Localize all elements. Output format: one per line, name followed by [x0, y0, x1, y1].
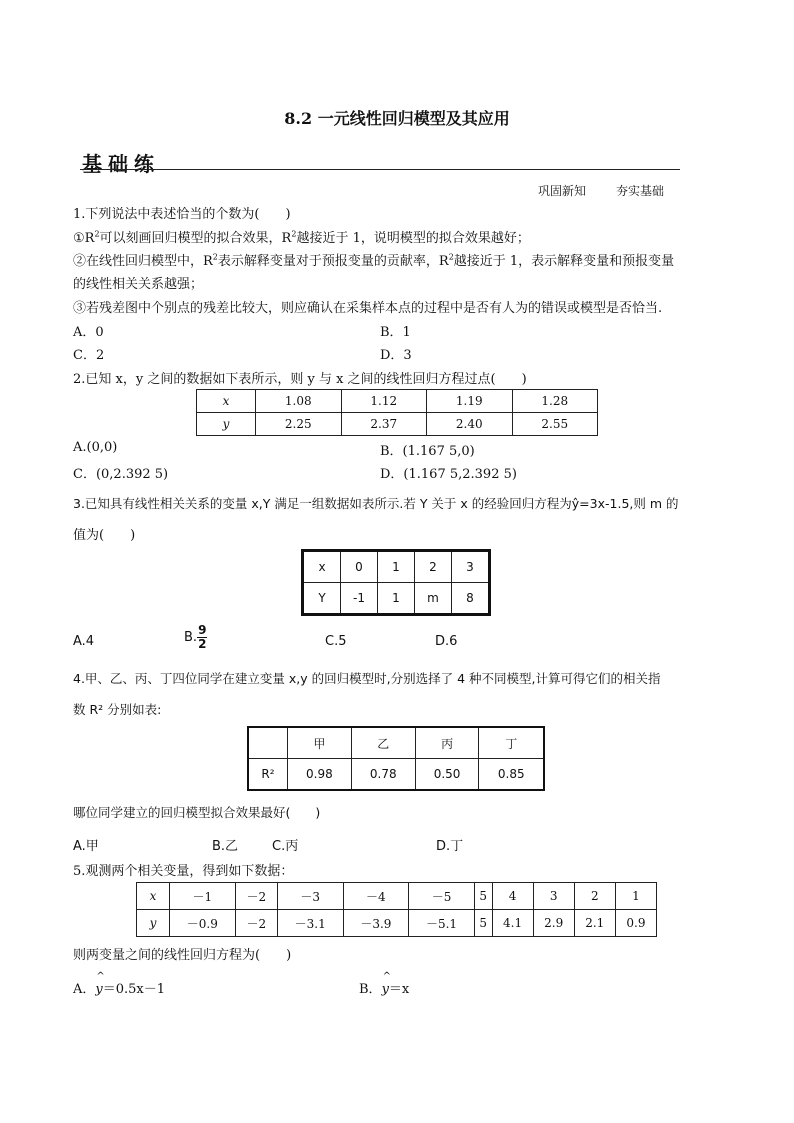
table-cell: 5 [474, 883, 492, 910]
table-cell: 甲 [288, 727, 352, 759]
table-cell: 0.9 [615, 910, 656, 937]
q2-option-a[interactable]: A.(0,0) [73, 440, 118, 455]
table-cell: x [197, 390, 256, 413]
q2-stem: 2.已知 x，y 之间的数据如下表所示，则 y 与 x 之间的线性回归方程过点( ) [73, 372, 527, 387]
table-cell: x [137, 883, 170, 910]
table-row [197, 390, 598, 413]
q4-option-b[interactable]: B.乙 [212, 839, 239, 854]
q1-option-d[interactable]: D．3 [380, 348, 412, 363]
q5-option-a-prefix: A． [73, 982, 96, 997]
table-cell: 1 [378, 583, 415, 615]
table-row [248, 727, 544, 759]
q1-s2-a: ②在线性回归模型中，R [73, 254, 213, 269]
tagline-2: 夯实基础 [616, 184, 665, 198]
table-row [303, 583, 490, 615]
table-cell: Y [303, 583, 341, 615]
q5-option-a-rest: ＝0.5x－1 [102, 982, 166, 997]
table-row [248, 759, 544, 791]
q4-question: 哪位同学建立的回归模型拟合效果最好( ) [73, 805, 321, 820]
table-cell: 0.98 [288, 759, 352, 791]
table-row [303, 551, 490, 583]
q5-option-a-yhat: ^ y [95, 982, 102, 997]
table-cell: R² [248, 759, 288, 791]
table-cell: 2.40 [427, 413, 513, 436]
q4-stem-line2: 数 R² 分别如表: [73, 702, 162, 717]
q1-sup: 2 [94, 229, 100, 239]
q1-s2-c: 越接近于 1，表示解释变量和预报变量 [453, 254, 675, 269]
fraction-denominator: 2 [198, 637, 207, 651]
table-cell [248, 727, 288, 759]
table-cell: －0.9 [170, 910, 236, 937]
table-row [137, 910, 657, 937]
table-cell: －5 [409, 883, 475, 910]
table-cell: 8 [452, 583, 490, 615]
q4-option-c[interactable]: C.丙 [272, 839, 299, 854]
fraction-numerator: 9 [198, 623, 207, 637]
table-cell: －1 [170, 883, 236, 910]
q3-option-b-label: B. [184, 630, 198, 645]
table-cell: 2 [415, 551, 452, 583]
q4-table [247, 726, 545, 791]
q5-option-b-prefix: B． [359, 982, 382, 997]
q3-option-b[interactable] [184, 624, 207, 651]
table-cell: 0 [341, 551, 378, 583]
q5-table [136, 882, 657, 937]
table-cell: 乙 [351, 727, 415, 759]
table-cell: 4.1 [492, 910, 533, 937]
table-cell: －3 [277, 883, 343, 910]
q2-option-c[interactable]: C．(0,2.392 5) [73, 467, 169, 482]
q1-option-a[interactable]: A．0 [73, 325, 104, 340]
table-cell: －2 [235, 910, 277, 937]
section-heading: 基础练 [82, 152, 160, 176]
table-cell: 2.25 [256, 413, 342, 436]
table-cell: 1 [615, 883, 656, 910]
section-tagline [538, 182, 694, 199]
table-cell: 丙 [415, 727, 479, 759]
q5-option-a[interactable] [73, 978, 165, 997]
table-cell: 4 [492, 883, 533, 910]
table-cell: －3.1 [277, 910, 343, 937]
page-title: 8.2 一元线性回归模型及其应用 [284, 109, 510, 128]
q3-stem-line1: 3.已知具有线性相关关系的变量 x,Y 满足一组数据如表所示.若 Y 关于 x 的经验回归方程为ŷ=3x-1.5,则 m 的 [73, 496, 679, 511]
q3-option-d[interactable]: D.6 [435, 634, 458, 649]
q1-option-c[interactable]: C．2 [73, 348, 105, 363]
table-cell: 丁 [479, 727, 544, 759]
q2-option-d[interactable]: D．(1.167 5,2.392 5) [380, 467, 517, 482]
table-cell: 2.55 [512, 413, 598, 436]
q5-stem: 5.观测两个相关变量，得到如下数据： [73, 864, 294, 879]
q1-sup: 2 [448, 252, 454, 262]
table-row [137, 883, 657, 910]
q2-table [196, 389, 598, 436]
q5-option-b-yhat: ^ y [382, 982, 389, 997]
table-cell: 2.37 [341, 413, 427, 436]
table-cell: －4 [343, 883, 409, 910]
q1-option-b[interactable]: B．1 [380, 325, 411, 340]
table-cell: -1 [341, 583, 378, 615]
table-cell: 1.12 [341, 390, 427, 413]
table-cell: y [137, 910, 170, 937]
table-cell: y [197, 413, 256, 436]
table-cell: －2 [235, 883, 277, 910]
table-cell: 2.9 [533, 910, 574, 937]
q3-table [301, 549, 491, 616]
table-cell: －3.9 [343, 910, 409, 937]
q2-option-b[interactable]: B．(1.167 5,0) [380, 444, 475, 459]
q1-s1-a: ①R [73, 231, 95, 246]
table-row [197, 413, 598, 436]
table-cell: 2.1 [574, 910, 615, 937]
q5-question: 则两变量之间的线性回归方程为( ) [73, 948, 292, 963]
table-cell: 0.50 [415, 759, 479, 791]
q3-stem-line2: 值为( ) [73, 528, 136, 543]
q1-statement-2 [73, 250, 674, 269]
tagline-1: 巩固新知 [538, 184, 587, 198]
q4-stem-line1: 4.甲、乙、丙、丁四位同学在建立变量 x,y 的回归模型时,分别选择了 4 种不同模型,计算可得它们的相关指 [73, 671, 661, 686]
q3-option-b-fraction [197, 624, 207, 651]
table-cell: 5 [474, 910, 492, 937]
table-cell: x [303, 551, 341, 583]
table-cell: －5.1 [409, 910, 475, 937]
q3-option-c[interactable]: C.5 [325, 634, 347, 649]
table-cell: 1 [378, 551, 415, 583]
q1-sup: 2 [212, 252, 218, 262]
table-cell: 3 [452, 551, 490, 583]
section-divider [80, 169, 680, 170]
q1-statement-2-cont: 的线性相关关系越强； [73, 277, 204, 292]
table-cell: 1.08 [256, 390, 342, 413]
q1-stem: 1.下列说法中表述恰当的个数为( ) [73, 207, 291, 222]
q1-s1-b: 可以刻画回归模型的拟合效果，R [99, 231, 292, 246]
q3-option-a[interactable]: A.4 [73, 634, 95, 649]
q1-statement-1 [73, 227, 530, 246]
q5-option-b-rest: ＝x [388, 982, 410, 997]
q1-s1-c: 越接近于 1，说明模型的拟合效果越好； [296, 231, 530, 246]
q1-sup: 2 [291, 229, 297, 239]
q1-statement-3: ③若残差图中个别点的残差比较大，则应确认在采集样本点的过程中是否有人为的错误或模型是否恰当. [73, 301, 663, 316]
table-cell: 2 [574, 883, 615, 910]
table-cell: 1.19 [427, 390, 513, 413]
table-cell: m [415, 583, 452, 615]
q4-option-a[interactable]: A.甲 [73, 839, 99, 854]
q1-s2-b: 表示解释变量对于预报变量的贡献率，R [217, 254, 449, 269]
table-cell: 0.85 [479, 759, 544, 791]
q4-option-d[interactable]: D.丁 [436, 839, 464, 854]
table-cell: 3 [533, 883, 574, 910]
table-cell: 1.28 [512, 390, 598, 413]
q5-option-b[interactable] [359, 978, 409, 997]
table-cell: 0.78 [351, 759, 415, 791]
